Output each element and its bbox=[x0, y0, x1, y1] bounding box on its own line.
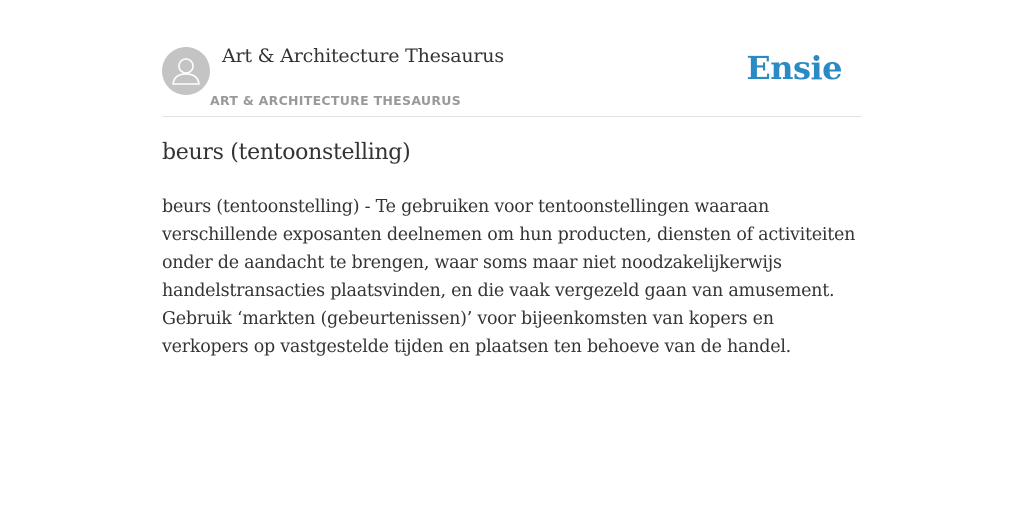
avatar[interactable] bbox=[162, 47, 210, 95]
page-title: beurs (tentoonstelling) bbox=[162, 140, 411, 165]
author-name-link[interactable]: Art & Architecture Thesaurus bbox=[222, 45, 504, 67]
user-icon bbox=[162, 47, 210, 95]
page-header bbox=[162, 0, 862, 117]
brand-logo[interactable]: Ensie bbox=[746, 49, 842, 87]
author-subtitle: ART & ARCHITECTURE THESAURUS bbox=[210, 93, 462, 108]
content-container bbox=[162, 0, 862, 357]
definition-text: beurs (tentoonstelling) - Te gebruiken voor tentoonstellingen waaraan verschillende exposanten deelnemen om hun producten, diensten of activiteiten onder de aandacht te brengen, waar soms maar niet noodzakelijkerwijs handelstransacties plaatsvinden, en die vaak vergezeld gaan van amusement. Gebruik ‘markten (gebeurtenissen)’ voor bijeenkomsten van kopers en verkopers op vastgestelde tijden en plaatsen ten behoeve van de handel. bbox=[162, 197, 856, 357]
